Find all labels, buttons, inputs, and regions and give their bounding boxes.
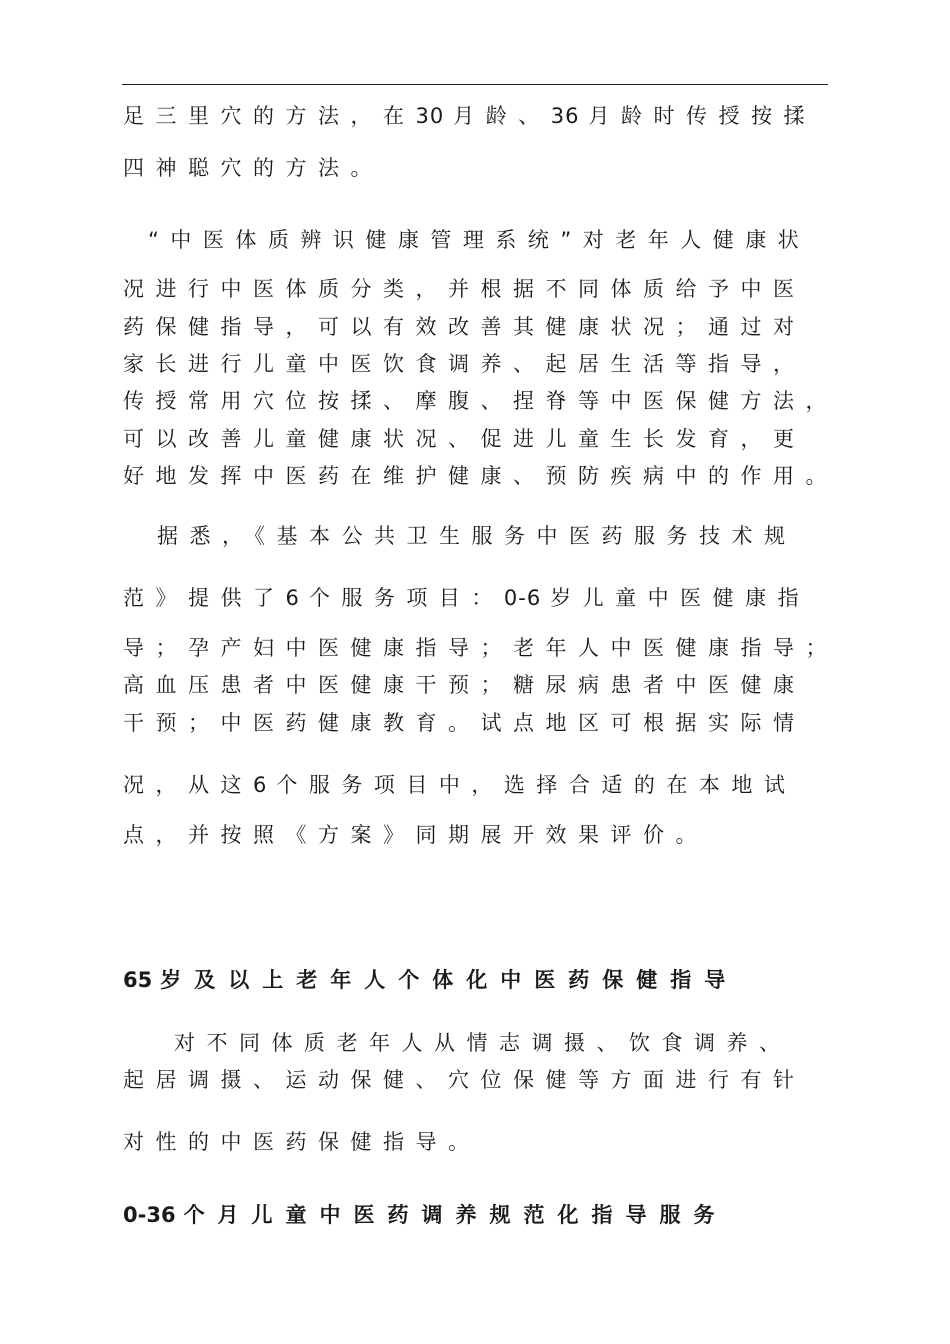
para2-line-2: 范》提供了6 个服务项目：0-6 岁儿童中医健康指	[123, 586, 811, 610]
para1-line-5: 传授常用穴位按揉、摩腹、捏脊等中医保健方法，	[123, 389, 838, 413]
para1-line-2: 况进行中医体质分类，并根据不同体质给予中医	[123, 277, 806, 301]
section-heading-elderly: 65 岁及以上老年人个体化中医药保健指导	[123, 968, 739, 992]
para1-line-1: “中医体质辨识健康管理系统”对老年人健康状	[148, 228, 811, 252]
para1-line-4: 家长进行儿童中医饮食调养、起居生活等指导，	[123, 352, 806, 376]
para2-line-5: 干预；中医药健康教育。试点地区可根据实际情	[123, 711, 806, 735]
section1-line-3: 对性的中医药保健指导。	[123, 1130, 481, 1154]
para1-line-3: 药保健指导，可以有效改善其健康状况；通过对	[123, 315, 806, 339]
header-rule	[122, 84, 828, 85]
para2-line-4: 高血压患者中医健康干预；糖尿病患者中医健康	[123, 673, 806, 697]
intro-line-2: 四神聪穴的方法。	[123, 156, 383, 180]
intro-line-1: 足三里穴的方法，在30 月龄、36 月龄时传授按揉	[123, 104, 816, 128]
section1-line-1: 对不同体质老年人从情志调摄、饮食调养、	[174, 1031, 792, 1055]
para2-line-6: 况，从这6 个服务项目中，选择合适的在本地试	[123, 773, 797, 797]
para2-line-7: 点，并按照《方案》同期展开效果评价。	[123, 823, 708, 847]
section-heading-children: 0-36 个月儿童中医药调养规范化指导服务	[123, 1203, 728, 1227]
para2-line-3: 导；孕产妇中医健康指导；老年人中医健康指导；	[123, 636, 838, 660]
section1-line-2: 起居调摄、运动保健、穴位保健等方面进行有针	[123, 1068, 806, 1092]
para2-line-1: 据悉，《基本公共卫生服务中医药服务技术规	[157, 524, 797, 548]
para1-line-6: 可以改善儿童健康状况、促进儿童生长发育，更	[123, 427, 806, 451]
para1-line-7: 好地发挥中医药在维护健康、预防疾病中的作用。	[123, 464, 838, 488]
